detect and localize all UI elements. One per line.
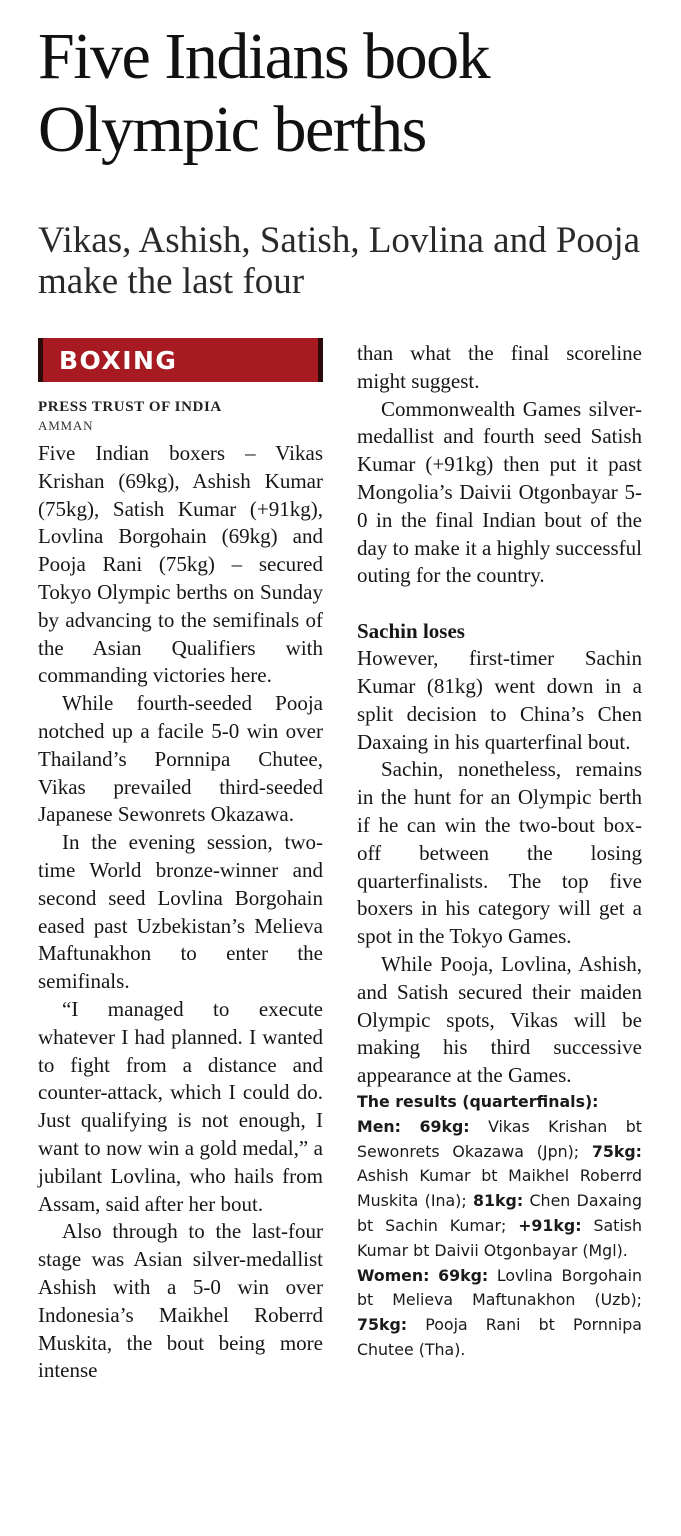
- result-text: Ashish Kumar bt Maikhel Roberrd Muskita (Ina);: [357, 1166, 642, 1211]
- deck-subheadline: Vikas, Ashish, Satish, Lovlina and Pooja make the last four: [38, 220, 641, 302]
- body-paragraph: “I managed to execute whatever I had planned. I wanted to fight from a distance and counter-attack, which I could do. Just qualifying is not enough, I want to now win a gold medal,” a jubilant Lovlina, who hails from Assam, said after her bout.: [38, 996, 323, 1216]
- column-right: [357, 340, 642, 1363]
- byline: PRESS TRUST OF INDIA: [38, 399, 222, 415]
- headline: Five Indians book Olympic berths: [38, 20, 490, 166]
- result-text: Lovlina Borgohain bt Melieva Maftunakhon (Uzb);: [357, 1265, 642, 1310]
- body-paragraph: Also through to the last-four stage was Asian silver-medallist Ashish with a 5-0 win over Indonesia’s Maikhel Roberrd Muskita, the bout being more intense: [38, 1219, 323, 1383]
- result-text: Satish Kumar bt Daivii Otgonbayar (Mgl).: [357, 1215, 642, 1260]
- results-women-label: Women:: [357, 1265, 430, 1285]
- body-paragraph: Sachin, nonetheless, remains in the hunt for an Olympic berth if he can win the two-bout box-off between the losing quarterfinalists. The top five boxers in his category will get a spot in the Tokyo Games.: [357, 757, 642, 949]
- section-kicker: BOXING: [38, 338, 323, 382]
- body-paragraph: While fourth-seeded Pooja notched up a facile 5-0 win over Thailand’s Pornnipa Chutee, Vikas prevailed third-seeded Japanese Sewonrets Okazawa.: [38, 691, 323, 827]
- subhead: Sachin loses: [357, 619, 465, 644]
- body-paragraph: While Pooja, Lovlina, Ashish, and Satish secured their maiden Olympic spots, Vikas will be making his third successive appearance at the Games.: [357, 951, 642, 1088]
- body-paragraph: Five Indian boxers – Vikas Krishan (69kg), Ashish Kumar (75kg), Satish Kumar (+91kg), Lovlina Borgohain (69kg) and Pooja Rani (75kg) – secured Tokyo Olympic berths on Sunday by advancing to the semifinals of the Asian Qualifiers with commanding victories here.: [38, 441, 323, 688]
- result-text: Vikas Krishan bt Sewonrets Okazawa (Jpn);: [357, 1116, 642, 1161]
- dateline: AMMAN: [38, 418, 94, 433]
- result-weight: 81kg:: [473, 1191, 524, 1211]
- result-text: Chen Daxaing bt Sachin Kumar;: [357, 1191, 642, 1235]
- result-weight: 69kg:: [438, 1265, 489, 1285]
- body-paragraph: Commonwealth Games silver-medallist and fourth seed Satish Kumar (+91kg) then put it past Mongolia’s Daivii Otgonbayar 5-0 in the final Indian bout of the day to make it a highly successful outing for the country.: [357, 396, 642, 588]
- body-paragraph: In the evening session, two-time World bronze-winner and second seed Lovlina Borgohain eased past Uzbekistan’s Melieva Maftunakhon to enter the semifinals.: [38, 830, 323, 994]
- result-text: Pooja Rani bt Pornnipa Chutee (Tha).: [357, 1315, 642, 1359]
- results-title: The results (quarterfinals):: [357, 1091, 599, 1111]
- body-paragraph: However, first-timer Sachin Kumar (81kg) went down in a split decision to China’s Chen Daxaing in his quarterfinal bout.: [357, 646, 642, 754]
- body-paragraph: than what the final scoreline might suggest.: [357, 341, 642, 393]
- result-weight: 75kg:: [357, 1315, 408, 1335]
- column-left: [38, 338, 323, 1385]
- result-weight: 75kg:: [591, 1141, 642, 1161]
- result-weight: +91kg:: [518, 1215, 582, 1235]
- result-weight: 69kg:: [419, 1116, 470, 1136]
- results-men-label: Men:: [357, 1116, 401, 1136]
- results-box: [357, 1090, 642, 1363]
